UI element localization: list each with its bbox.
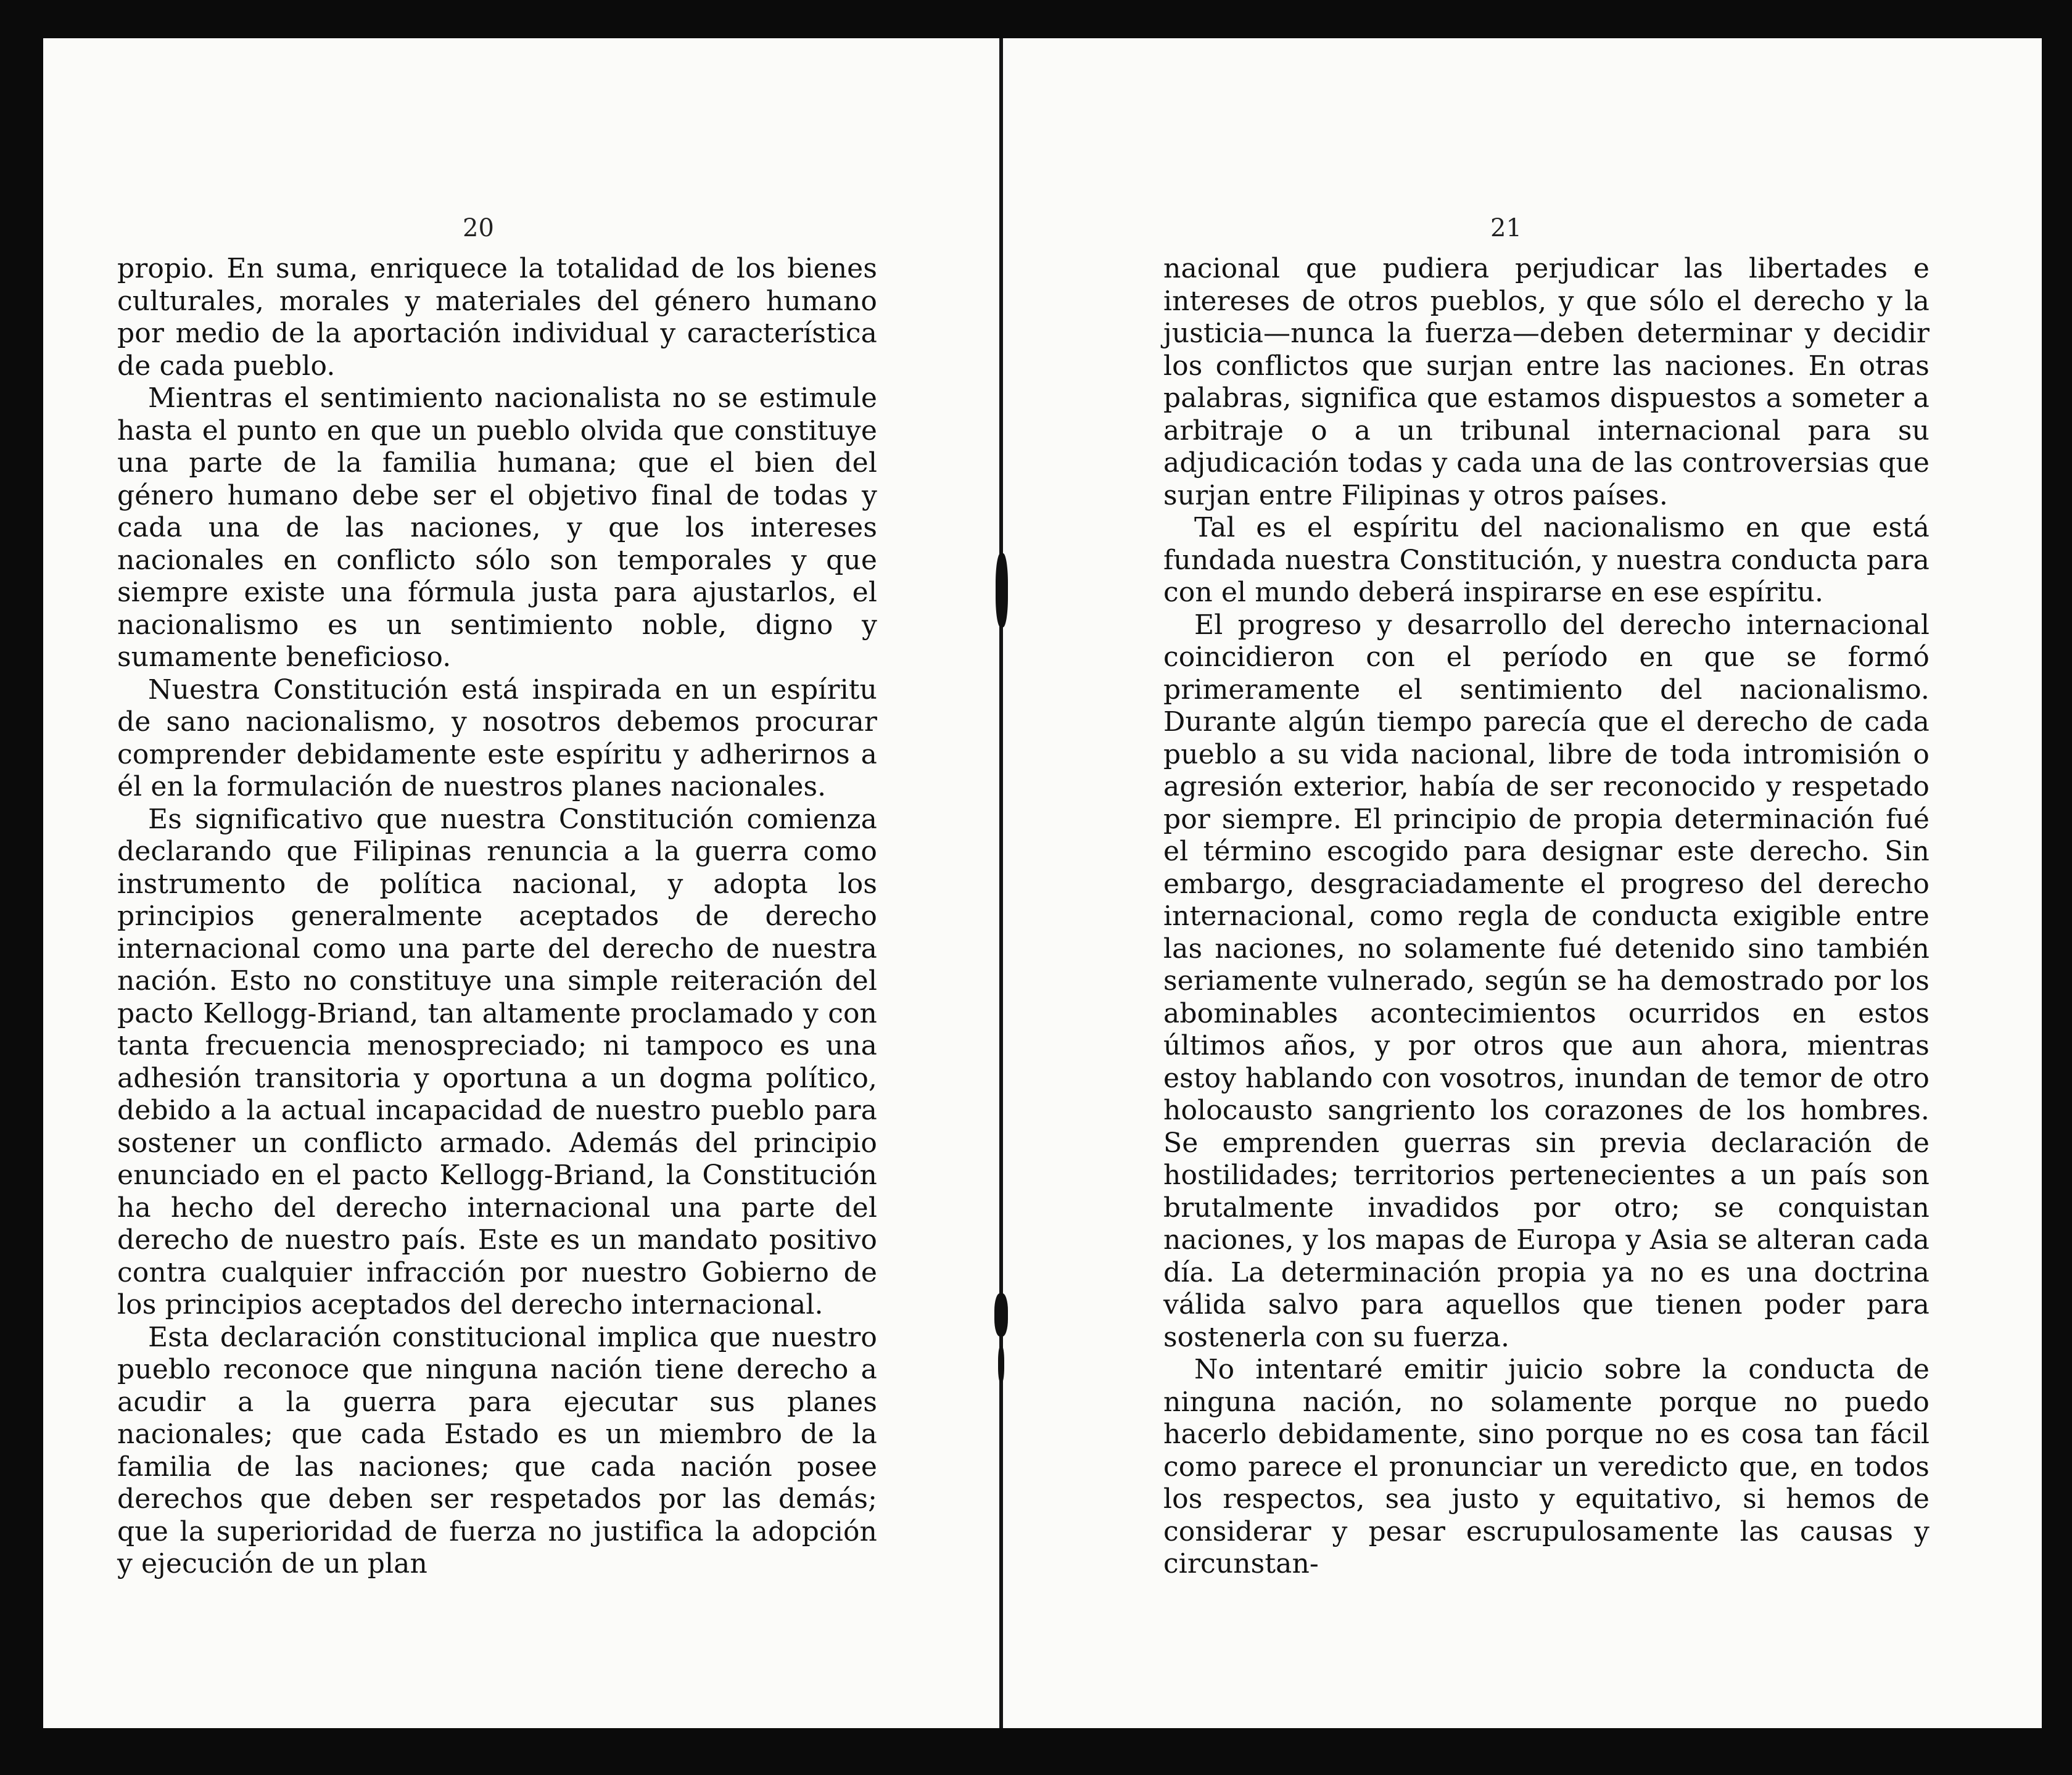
- paragraph: nacional que pudiera perjudicar las libertades e intereses de otros pueblos, y que sólo el derecho y la justicia—nunca la fuerza—deben determinar y decidir los conflictos que surjan entre las naciones. En otras palabras, significa que estamos dispuestos a someter a arbitraje o a un tribunal internacional para su adjudicación todas y cada una de las controversias que surjan entre Filipinas y otros países.: [1163, 253, 1930, 511]
- book-spread: [43, 38, 2042, 1728]
- page-number: 21: [1490, 214, 1522, 242]
- paragraph: Tal es el espíritu del nacionalismo en que está fundada nuestra Constitución, y nuestra conducta para con el mundo deberá inspirarse en ese espíritu.: [1163, 512, 1930, 608]
- paragraph: No intentaré emitir juicio sobre la conducta de ninguna nación, no solamente porque no puedo hacerlo debidamente, sino porque no es cosa tan fácil como parece el pronunciar un veredicto que, en todos los respectos, sea justo y equitativo, si hemos de considerar y pesar escrupulosamente las causas y circunstan-: [1163, 1354, 1930, 1579]
- page-body: [1163, 253, 1930, 1581]
- paragraph: Nuestra Constitución está inspirada en un espíritu de sano nacionalismo, y nosotros debemos procurar comprender debidamente este espíritu y adherirnos a él en la formulación de nuestros planes nacionales.: [117, 673, 877, 802]
- paragraph: Mientras el sentimiento nacionalista no se estimule hasta el punto en que un pueblo olvida que constituye una parte de la familia humana; que el bien del género humano debe ser el objetivo final de todas y cada una de las naciones, y que los intereses nacionales en conflicto sólo son temporales y que siempre existe una fórmula justa para ajustarlos, el nacionalismo es un sentimiento noble, digno y sumamente beneficioso.: [117, 382, 877, 673]
- paragraph: propio. En suma, enriquece la totalidad de los bienes culturales, morales y materiales del género humano por medio de la aportación individual y característica de cada pueblo.: [117, 253, 877, 382]
- paragraph: Esta declaración constitucional implica que nuestro pueblo reconoce que ninguna nación tiene derecho a acudir a la guerra para ejecutar sus planes nacionales; que cada Estado es un miembro de la familia de las naciones; que cada nación posee derechos que deben ser respetados por las demás; que la superioridad de fuerza no justifica la adopción y ejecución de un plan: [117, 1321, 877, 1579]
- paragraph: Es significativo que nuestra Constitución comienza declarando que Filipinas renuncia a la guerra como instrumento de política nacional, y adopta los principios generalmente aceptados de derecho internacional como una parte del derecho de nuestra nación. Esto no constituye una simple reiteración del pacto Kellogg-Briand, tan altamente proclamado y con tanta frecuencia menospreciado; ni tampoco es una adhesión transitoria y oportuna a un dogma político, debido a la actual incapacidad de nuestro pueblo para sostener un conflicto armado. Además del principio enunciado en el pacto Kellogg-Briand, la Constitución ha hecho del derecho internacional una parte del derecho de nuestro país. Este es un mandato positivo contra cualquier infracción por nuestro Gobierno de los principios aceptados del derecho internacional.: [117, 803, 877, 1320]
- page-body: [117, 253, 877, 1581]
- left-page: [43, 38, 999, 1728]
- page-number: 20: [463, 214, 494, 242]
- right-page: [1003, 38, 2042, 1728]
- paragraph: El progreso y desarrollo del derecho internacional coincidieron con el período en que se formó primeramente el sentimiento del nacionalismo. Durante algún tiempo parecía que el derecho de cada pueblo a su vida nacional, libre de toda intromisión o agresión exterior, había de ser reconocido y respetado por siempre. El principio de propia determinación fué el término escogido para designar este derecho. Sin embargo, desgraciadamente el progreso del derecho internacional, como regla de conducta exigible entre las naciones, no solamente fué detenido sino también seriamente vulnerado, según se ha demostrado por los abominables acontecimientos ocurridos en estos últimos años, y por otros que aun ahora, mientras estoy hablando con vosotros, inundan de temor de otro holocausto sangriento los corazones de los hombres. Se emprenden guerras sin previa declaración de hostilidades; territorios pertenecientes a un país son brutalmente invadidos por otro; se conquistan naciones, y los mapas de Europa y Asia se alteran cada día. La determinación propia ya no es una doctrina válida salvo para aquellos que tienen poder para sostenerla con su fuerza.: [1163, 609, 1930, 1353]
